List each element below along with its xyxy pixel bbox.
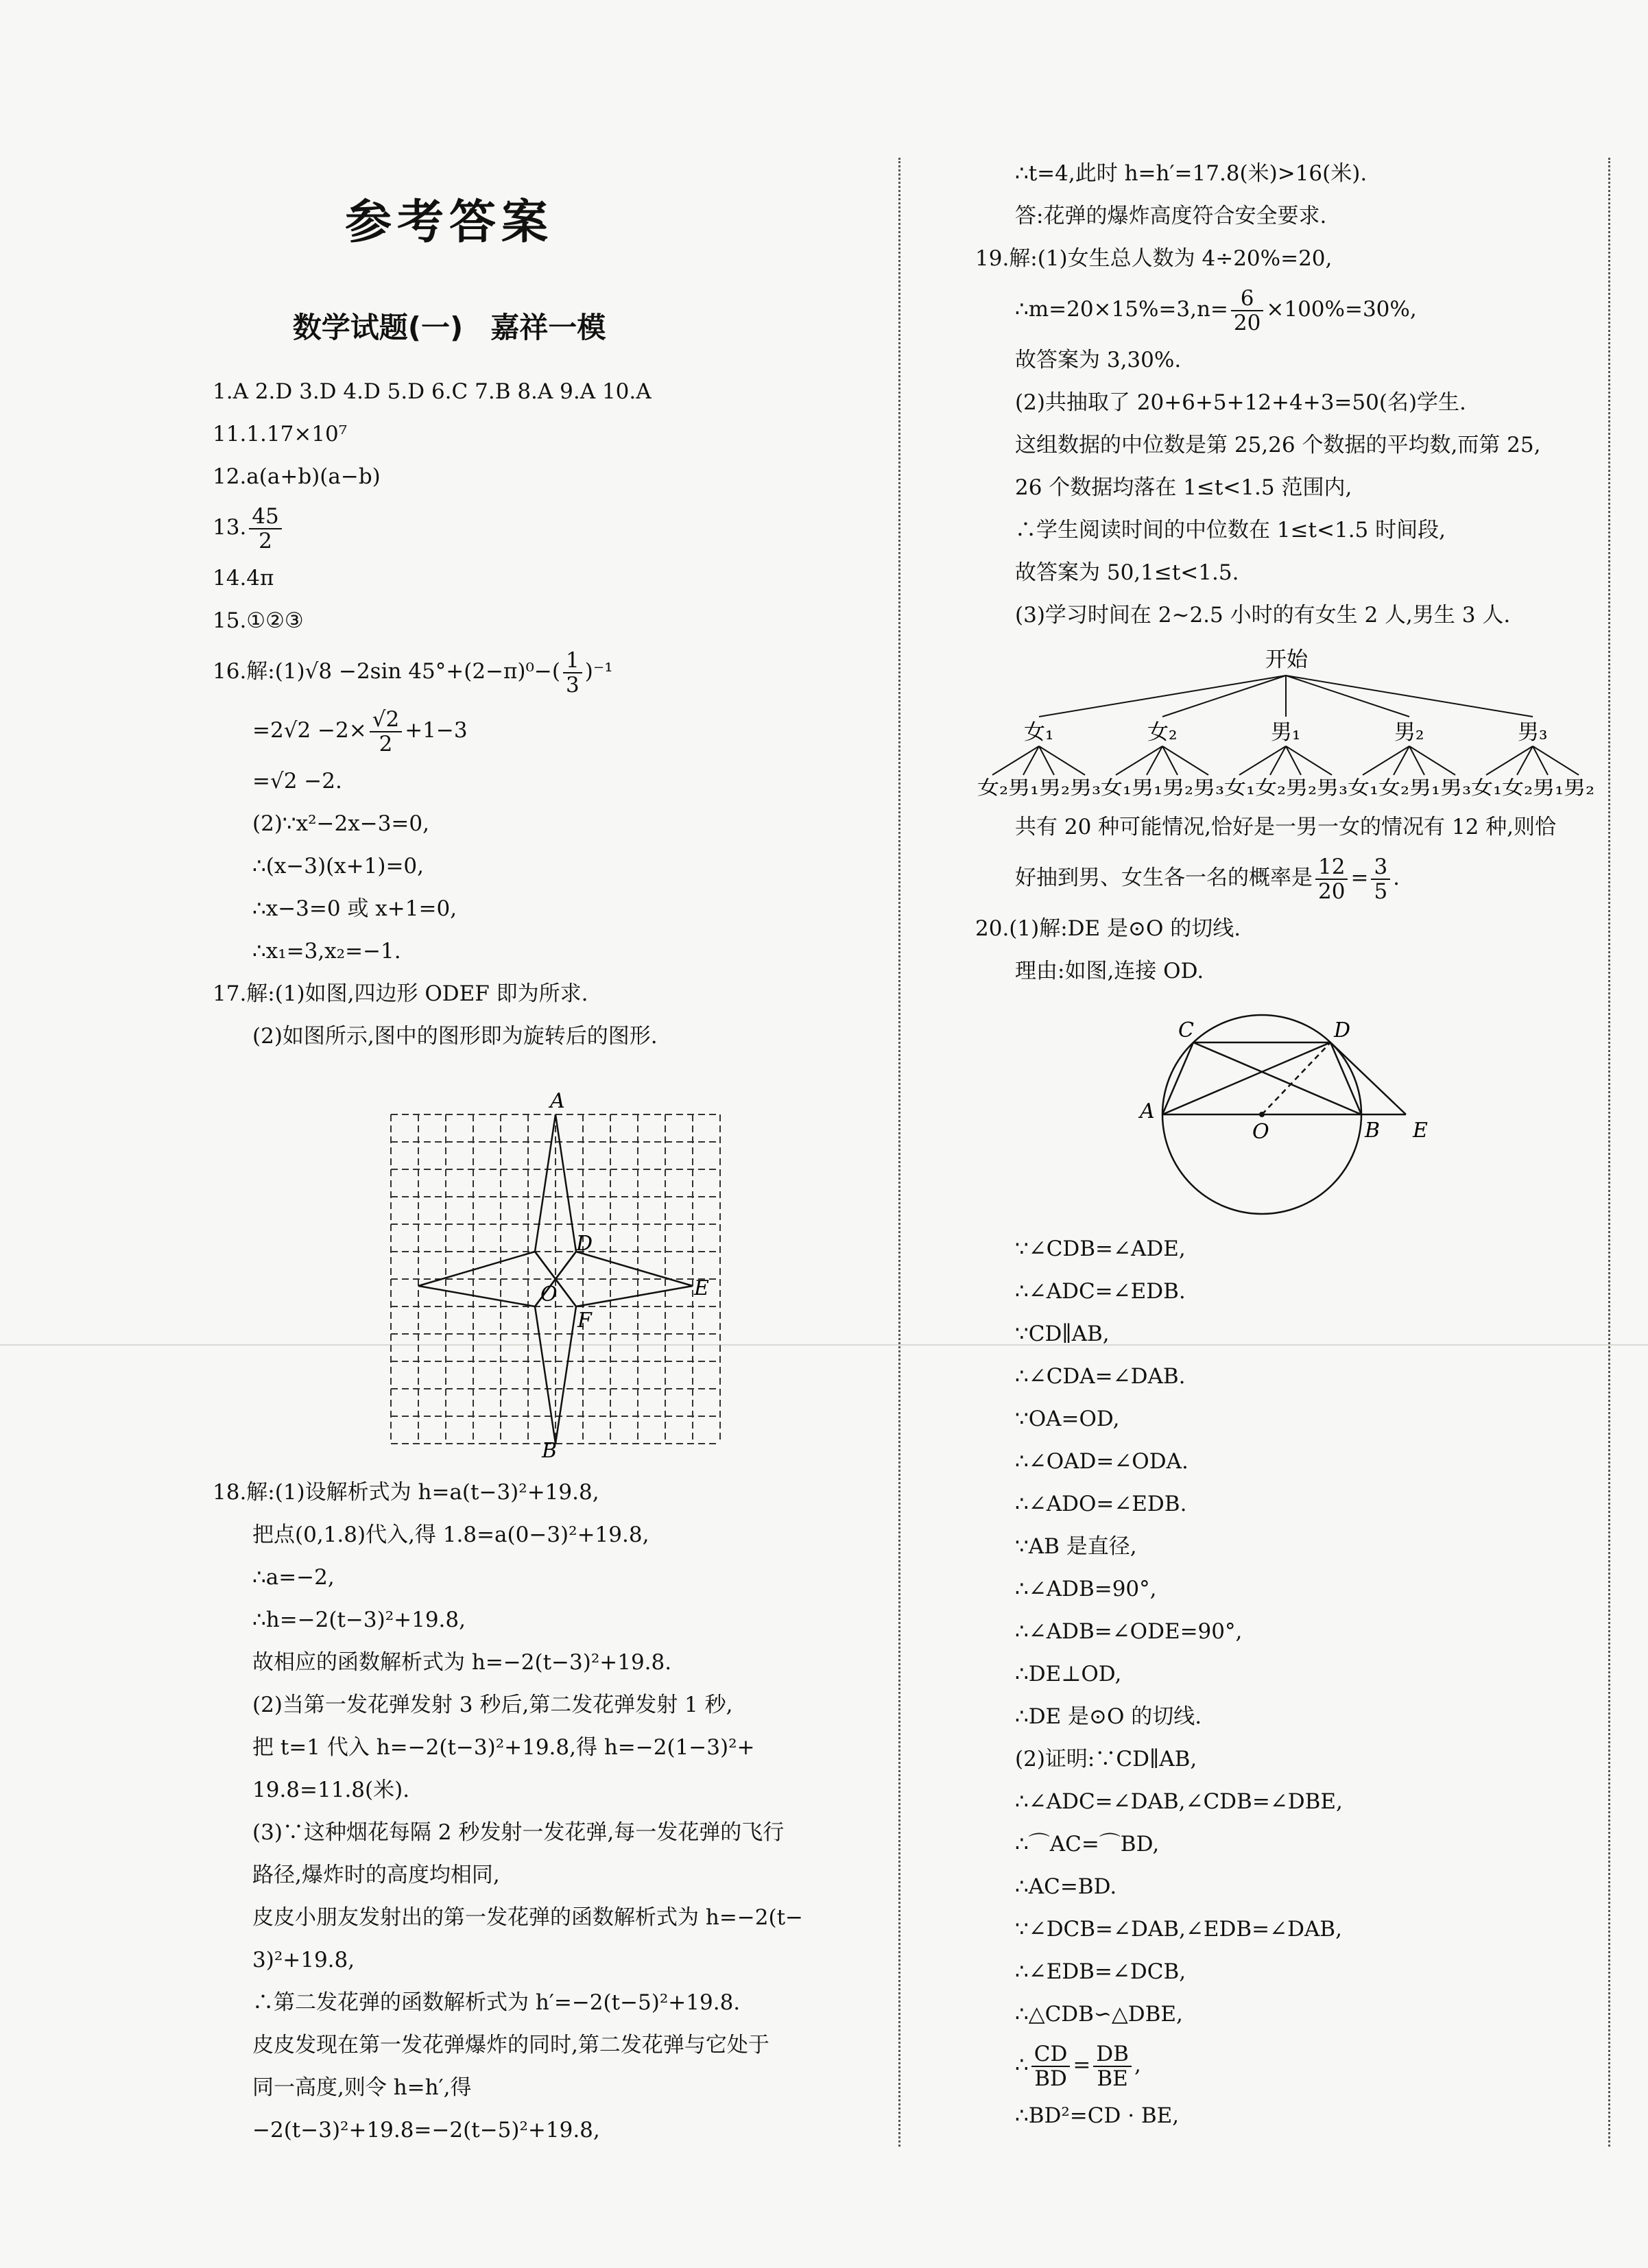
answer-line: ∴⌒AC=⌒BD, (1015, 1832, 1160, 1857)
answer-line: ∴ $\frac{CD}{BD}$ = $\frac{DB}{BE}$ , (1015, 2041, 1141, 2091)
answer-line: 好抽到男、女生各一名的概率是 $\frac{12}{20}$ = $\frac{3}{5}$ . (1015, 854, 1400, 904)
fraction: $\frac{6}{20}$ (1231, 287, 1263, 335)
fraction: $\frac{12}{20}$ (1315, 855, 1348, 903)
answer-line: 20.(1)解:DE 是⊙O 的切线. (975, 916, 1241, 941)
answer-line: (2)共抽取了 20+6+5+12+4+3=50(名)学生. (1015, 390, 1466, 415)
circle-figure (1125, 1001, 1440, 1221)
tree-node: 男₁ (1271, 720, 1301, 745)
tree-branch (1486, 746, 1533, 775)
answer-line: 同一高度,则令 h=h′,得 (252, 2075, 472, 2100)
answer-line: ∴x₁=3,x₂=−1. (252, 939, 401, 964)
answer-line: ∴m=20×15%=3,n= $\frac{6}{20}$ ×100%=30%, (1015, 285, 1417, 335)
answer-line: ∴BD²=CD · BE, (1015, 2103, 1180, 2128)
answer-line: 皮皮小朋友发射出的第一发花弹的函数解析式为 h=−2(t− (252, 1905, 804, 1930)
right-column-mid (975, 806, 1606, 992)
answer-line: (3)学习时间在 2~2.5 小时的有女生 2 人,男生 3 人. (1015, 603, 1511, 628)
subtitle-school: 嘉祥一模 (490, 311, 606, 344)
point-label-b: B (542, 1439, 558, 1457)
segment-cb (1193, 1042, 1361, 1114)
tree-node: 女₁ (1024, 720, 1054, 745)
answer-line: 18.解:(1)设解析式为 h=a(t−3)²+19.8, (213, 1480, 599, 1505)
answer-line: ∴t=4,此时 h=h′=17.8(米)>16(米). (1015, 161, 1368, 186)
answer-line: 26 个数据均落在 1≤t<1.5 范围内, (1015, 475, 1352, 500)
answer-line: ∴∠ADO=∠EDB. (1015, 1492, 1187, 1516)
answer-line: 12.a(a+b)(a−b) (213, 464, 381, 489)
answer-line: ∴DE⊥OD, (1015, 1662, 1122, 1686)
answer-line: 3)²+19.8, (252, 1948, 355, 1972)
point-label-b: B (1365, 1119, 1381, 1143)
fraction: $\frac{45}{2}$ (249, 505, 281, 553)
answer-line: (2)∵x²−2x−3=0, (252, 811, 429, 836)
answer-line: 这组数据的中位数是第 25,26 个数据的平均数,而第 25, (1015, 433, 1541, 457)
answer-line: 共有 20 种可能情况,恰好是一男一女的情况有 12 种,则恰 (1015, 815, 1557, 839)
answer-line: ∴第二发花弹的函数解析式为 h′=−2(t−5)²+19.8. (252, 1990, 741, 2015)
fraction: $\frac{1}{3}$ (563, 649, 582, 697)
tree-branch (1363, 746, 1409, 775)
right-column (975, 152, 1606, 636)
answer-line: (2)证明:∵CD∥AB, (1015, 1747, 1197, 1771)
tree-branch (992, 746, 1039, 775)
left-column-lower (213, 1471, 871, 2151)
answer-line: 16.解:(1)√8 −2sin 45°+(2−π)⁰−( $\frac{1}{3}$ )⁻¹ (213, 647, 613, 697)
fraction: $\frac{√2}{2}$ (370, 708, 402, 756)
answer-line: 把 t=1 代入 h=−2(t−3)²+19.8,得 h=−2(1−3)²+ (252, 1735, 755, 1760)
tree-leaves: 女₂男₁男₂男₃女₁男₁男₂男₃女₁女₂男₂男₃女₁女₂男₁男₃女₁女₂男₁男₂ (977, 776, 1595, 799)
answer-line: ∵∠DCB=∠DAB,∠EDB=∠DAB, (1015, 1917, 1342, 1942)
answer-line: 19.解:(1)女生总人数为 4÷20%=20, (975, 246, 1333, 271)
point-label-e: E (1413, 1119, 1428, 1143)
answer-line: 答:花弹的爆炸高度符合安全要求. (1015, 204, 1327, 228)
answer-line: 把点(0,1.8)代入,得 1.8=a(0−3)²+19.8, (252, 1523, 649, 1547)
left-column (213, 370, 871, 1058)
answer-line: ∴△CDB∽△DBE, (1015, 2002, 1183, 2027)
answer-line: ∴h=−2(t−3)²+19.8, (252, 1608, 466, 1632)
answer-line: 皮皮发现在第一发花弹爆炸的同时,第二发花弹与它处于 (252, 2033, 769, 2057)
tree-node: 男₂ (1394, 720, 1424, 745)
answer-line (213, 498, 871, 557)
answer-line: 路径,爆炸时的高度均相同, (252, 1863, 500, 1887)
point-label-f: F (577, 1309, 592, 1333)
answer-line: ∴∠ADC=∠DAB,∠CDB=∠DBE, (1015, 1789, 1343, 1814)
answer-line: ∴∠EDB=∠DCB, (1015, 1959, 1186, 1984)
subtitle-exam: 数学试题(一) (292, 311, 464, 344)
answer-line: ∴∠ADB=∠ODE=90°, (1015, 1619, 1243, 1644)
point-label-e: E (694, 1276, 709, 1300)
answer-line: 19.8=11.8(米). (252, 1778, 410, 1802)
answer-line: 11.1.17×10⁷ (213, 422, 348, 446)
answer-line: ∴学生阅读时间的中位数在 1≤t<1.5 时间段, (1015, 518, 1446, 542)
fraction: $\frac{CD}{BD}$ (1031, 2042, 1071, 2090)
right-column-lower (975, 1228, 1606, 2137)
answer-line: 15.①②③ (213, 608, 304, 633)
answer-number: 13. (213, 515, 247, 540)
tree-node: 男₃ (1518, 720, 1548, 745)
point-label-o: O (540, 1282, 558, 1306)
answer-line: 17.解:(1)如图,四边形 ODEF 即为所求. (213, 981, 588, 1006)
answer-line: ∴(x−3)(x+1)=0, (252, 854, 425, 879)
tree-root: 开始 (1265, 647, 1308, 672)
answer-line: ∵OA=OD, (1015, 1407, 1120, 1431)
answer-line: ∵CD∥AB, (1015, 1322, 1110, 1346)
tangent-de (1330, 1042, 1406, 1114)
answer-line: 故答案为 50,1≤t<1.5. (1015, 560, 1239, 585)
point-label-d: D (1334, 1018, 1351, 1042)
answer-line: ∵AB 是直径, (1015, 1534, 1137, 1559)
tree-node: 女₂ (1147, 720, 1178, 745)
tree-branch (1116, 746, 1162, 775)
answer-line: =2√2 −2× $\frac{√2}{2}$ +1−3 (252, 706, 468, 756)
answer-line: 14.4π (213, 566, 274, 590)
answer-line: 故相应的函数解析式为 h=−2(t−3)²+19.8. (252, 1650, 672, 1675)
segment-od (1262, 1042, 1330, 1114)
answer-line: 故答案为 3,30%. (1015, 348, 1182, 372)
tree-branch (1239, 746, 1286, 775)
point-label-o: O (1252, 1120, 1269, 1144)
grid-figure (370, 1087, 754, 1457)
tree-diagram (977, 645, 1595, 802)
point-label-c: C (1178, 1018, 1194, 1042)
column-divider (898, 158, 902, 2147)
answer-line: ∴DE 是⊙O 的切线. (1015, 1704, 1202, 1729)
point-label-a: A (550, 1089, 565, 1113)
section-subtitle (0, 305, 898, 346)
answer-line: −2(t−3)²+19.8=−2(t−5)²+19.8, (252, 2118, 600, 2142)
answer-line: ∵∠CDB=∠ADE, (1015, 1237, 1186, 1261)
answer-line: ∴∠ADB=90°, (1015, 1577, 1157, 1601)
answer-line: ∴x−3=0 或 x+1=0, (252, 896, 457, 921)
answer-line: ∴∠ADC=∠EDB. (1015, 1279, 1186, 1304)
answer-line: ∴∠CDA=∠DAB. (1015, 1364, 1186, 1389)
answer-line: (2)如图所示,图中的图形即为旋转后的图形. (252, 1024, 658, 1049)
right-margin-line (1608, 158, 1612, 2147)
answer-line: ∴a=−2, (252, 1565, 335, 1590)
answer-line: 理由:如图,连接 OD. (1015, 959, 1204, 983)
point-label-d: D (576, 1232, 593, 1256)
fraction: $\frac{3}{5}$ (1371, 855, 1390, 903)
answer-line: (3)∵这种烟花每隔 2 秒发射一发花弹,每一发花弹的飞行 (252, 1820, 785, 1845)
answer-line: ∴AC=BD. (1015, 1874, 1117, 1899)
center-point (1259, 1112, 1265, 1117)
answer-line: ∴∠OAD=∠ODA. (1015, 1449, 1189, 1474)
fraction: $\frac{DB}{BE}$ (1093, 2042, 1132, 2090)
answer-line: =√2 −2. (252, 769, 342, 793)
segment-ad (1162, 1042, 1330, 1114)
answer-line: (2)当第一发花弹发射 3 秒后,第二发花弹发射 1 秒, (252, 1693, 733, 1717)
answer-line: 1.A 2.D 3.D 4.D 5.D 6.C 7.B 8.A 9.A 10.A (213, 379, 652, 404)
page-title: 参考答案 (344, 195, 553, 250)
point-label-a: A (1140, 1099, 1155, 1123)
